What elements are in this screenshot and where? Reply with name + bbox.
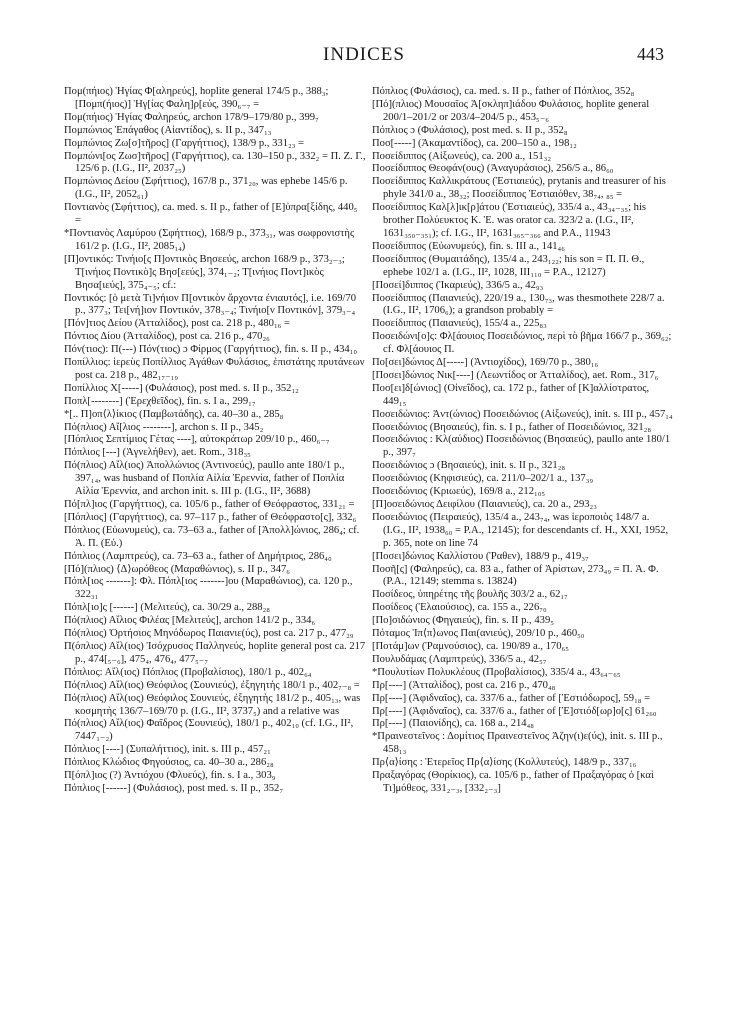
index-entry: [Π]οντικός: Τινήιο[ς Π]οντικὸς Βησεεύς, archon 168/9 p., 373₂₋₃; Τ[ινήιος Ποντικὸ]ς Βησ[εεύς], 374₁₋₂; Τ[ινήιος Ποντ]ικὸς Βησα[ιεύς], 375₄₋₅; cf.:	[64, 253, 345, 291]
index-entry: Π[όπλ]ιος (?) Ἀντιόχου (Φλυεύς), fin. s. I a., 303₉	[64, 770, 276, 782]
index-entry: Ποσείδιππος Καλλικράτους (Ἑστιαιεύς), prytanis and treasurer of his phyle 341/0 a., 38₃₂; Ποσείδιππος Ἑστιαιόθεν, 38₇₄, ₈₅ =	[372, 176, 666, 201]
index-entry: Πό[πλ]ιος (Γαργήττιος), ca. 105/6 p., father of Θεόφραστος, 331₂₁ =	[64, 499, 355, 510]
index-entry: *Πουλυτίων Πολυκλέους (Προβαλίσιος), 335/4 a., 43₆₄₋₆₅	[372, 666, 621, 678]
index-entry: [Π]οσειδώνιος Δειφίλου (Παιανιεύς), ca. 20 a., 293₂₃	[372, 499, 597, 510]
index-entry: Ποσειδώνιος (Κριωεύς), 169/8 a., 212₁₀₅	[372, 486, 546, 498]
index-entry: [Ποσεί]διππος (Ἰκαριεύς), 336/5 a., 42₉₃	[372, 279, 544, 291]
index-entry: Πομπώνι[ος Ζωσ]τῆρος] (Γαργήττιος), ca. 130–150 p., 332₂ = Π. Ζ. Γ., 125/6 p. (I.G., II², 2037₂₅)	[64, 150, 366, 175]
index-entry: Πό(πλιος) Αἴλ(ιος) Θεόφιλος Σουνιεύς, ἐξηγητὴς 181/2 p., 405₁₃, was κοσμητὴς 136/7–169/70 p. (I.G., II², 3737₅) and a relative was	[64, 692, 361, 717]
index-entry: Πο[σει]δώνιος Δ[-----] (Ἀντιοχίδος), 169/70 p., 380₁₆	[372, 357, 599, 369]
index-entry: [Πόπλιος Σεπτίμιος Γέτας ----], αὐτοκράτωρ 209/10 p., 460₆₋₇	[64, 434, 330, 446]
index-entry: Πόπλιος (Εὐωνυμεύς), ca. 73–63 a., father of [Ἀπολλ]ώνιος, 286₄; cf. Ἀ. Π. (Εὐ.)	[64, 524, 360, 549]
index-entry: [Πόν]τιος Δείου (Ἀτταλίδος), post ca. 218 p., 480₁₆ =	[64, 318, 290, 330]
index-entry: Ποσῆ[ς] (Φαληρεύς), ca. 83 a., father of Ἀρίστων, 273₄₉ = Π. Ἀ. Φ. (P.A., 12149; stemma s. 13824)	[372, 563, 659, 588]
index-entry: Πομπώνιος Ἐπάγαθος (Αἰαντίδος), s. II p., 347₁₃	[64, 124, 272, 136]
index-entry: Πόπλ[ιο]ς [------] (Μελιτεύς), ca. 30/29 a., 288₂₈	[64, 602, 270, 614]
index-entry: *Πραινεστεῖνος : Δομίτιος Πραινεστεῖνος Ἀζην(ι)ε(ύς), init. s. III p., 458₁₃	[372, 731, 663, 756]
index-entry: Πόν(τιος): Π(---) Πόν(τιος) ɔ Φίρμος (Γαργήττιος), fin. s. II p., 434₁₀	[64, 344, 358, 356]
index-entry: Πόπλιος: Αἴλ(ιος) Πόπλιος (Προβαλίσιος), 180/1 p., 402₆₄	[64, 666, 312, 678]
index-entry: [Ποσει]δώνιος Καλλίστου (Ῥαθεν), 188/9 p., 419₃₇	[372, 550, 589, 562]
index-entry: *[.. Π]οπ⟨λ⟩ίκιος (Παμβωτάδης), ca. 40–30 a., 285₈	[64, 408, 284, 420]
index-entry: Ποσειδώνιος: Ἀντ(ώνιος) Ποσειδώνιος (Αἰξωνεύς), init. s. III p., 457₁₄	[372, 408, 673, 420]
index-entry: Πόταμος Ἱπ⟨π⟩ωνος Παι(ανιεύς), 209/10 p., 460₅₀	[372, 628, 585, 640]
index-entry: [Ποτάμ]ων (Ῥαμνούσιος), ca. 190/89 a., 170₆₅	[372, 640, 569, 652]
index-entry: Π(όπλιος) Αἴλ(ιος) Ἰσόχρυσος Παλληνεύς, hoplite general post ca. 217 p., 474[₅₋₆], 475₄, 476₄, 477₅₋₇	[64, 640, 366, 665]
page-title: INDICES	[323, 44, 405, 65]
index-entry: Ποσείδιππος (Παιανιεύς), 220/19 a., 130₇₃, was thesmothete 228/7 a. (I.G., II², 1706₆); a grandson probably =	[372, 292, 665, 317]
index-entry: Πό(πλιος) Ὀρτήσιος Μηνόδωρος Παιανιε(ύς), post ca. 217 p., 477₂₉	[64, 628, 354, 640]
index-entry: [Πο]σιδώνιος (Φηγαιεύς), fin. s. II p., 439₅	[372, 615, 554, 627]
index-entry: Ποσείδιππος (Εὐωνυμεύς), fin. s. III a., 141₄₆	[372, 240, 565, 252]
index-entry: Ποσείδιππος Καλ[λ]ικ[ρ]άτου (Ἑστιαιεύς), 335/4 a., 43₃₄₋₃₅; his brother Πολύευκτος Κ. Ἑ. was orator ca. 323/2 a. (I.G., II², 1631₃₅₀₋₃₅₁); cf. I.G., II², 1631₃₆₅₋₃₆₆ and P.A., 11943	[372, 202, 647, 239]
index-entry: Πόπλιος [----] (Συπαλήττιος), init. s. III p., 457₂₁	[64, 744, 271, 756]
index-entry: Ποσειδώνι[ο]ς: Φλ[άουιος Ποσειδώνιος, περὶ τὸ βῆμα 166/7 p., 369₆₂; cf. Φλ[άουιος Π.	[372, 331, 672, 356]
index-entry: Πομπώνιος Δείου (Σφήττιος), 167/8 p., 371₂₀, was ephebe 145/6 p. (I.G., II², 2052₆₁)	[64, 176, 348, 201]
index-entry: Ποσείδιππος (Αἰξωνεύς), ca. 200 a., 151₃₂	[372, 150, 552, 162]
index-entry: Ποντικός: [ὁ μετὰ Τι]νήιον Π[οντικὸν ἄρχοντα ἐνιαυτός], i.e. 169/70 p., 377₃; Τει[νή]ιον Ποντικόν, 378₃₋₄; Τινήιο[ν Ποντικόν], 379₃₋₄	[64, 292, 357, 317]
index-entry: Πόπλιος (Φυλάσιος), ca. med. s. II p., father of Πόπλιος, 352₈	[372, 86, 635, 97]
index-entry: Πό(πλιος) Αἴλιος Φιλέας [Μελιτεύς], archon 141/2 p., 334₆	[64, 615, 316, 627]
index-entry: Ποσειδώνιος (Βησαιεύς), fin. s. I p., father of Ποσειδώνιος, 321₂₈	[372, 421, 652, 433]
index-entry: Πό(πλιος) Αἴλ(ιος) Θεόφιλος (Σουνιεύς), ἐξηγητὴς 180/1 p., 402₇₋₈ =	[64, 679, 360, 691]
index-entry: Πό(πλιος) Αἴλ(ιος) Ἀπολλώνιος (Ἀντινοεύς), paullo ante 180/1 p., 397₁₄, was husband of Ποπλία Αἰλία Ἐρεννία, father of Ποπλία Αἰλία Ἐρεννία, and archon init. s. III p. (I.G., II², 3688)	[64, 460, 345, 498]
index-entry: Ποπίλλιος Χ[-----] (Φυλάσιος), post med. s. II p., 352₁₂	[64, 382, 299, 394]
index-entry: Ποσείδιππος Θεοφάν(ους) (Ἀναγυράσιος), 256/5 a., 86₆₀	[372, 163, 614, 175]
index-entry: [Πό](πλιος) ⟨Δ⟩ωρόθεος (Μαραθώνιος), s. II p., 347₆	[64, 563, 290, 575]
index-entry: Πρ[----] (Ἀφιδναῖος), ca. 337/6 a., father of [Ἐ]στιόδ[ωρ]ο[ς] 61₂₆₀	[372, 705, 657, 717]
index-entry: Πρ[----] (Ἀτταλίδος), post ca. 216 p., 470₄₈	[372, 679, 556, 691]
index-entry: Πομπώνιος Ζω[σ]τῆρος] (Γαργήττιος), 138/9 p., 331₂₃ =	[64, 137, 305, 149]
index-entry: Ποσείδιππος (Θυμαιτάδης), 135/4 a., 243₁₂₂; his son = Π. Π. Θ., ephebe 102/1 a. (I.G., II², 1028, III₁₁₀ = P.A., 12127)	[372, 253, 645, 278]
index-entry: Πρ[----] (Ἀφιδναῖος), ca. 337/6 a., father of [Ἐστιόδωρος], 59₁₈ =	[372, 692, 651, 704]
index-entry: Πό(πλιος) Αἴλ(ιος) Φαῖδρος (Σουνιεύς), 180/1 p., 402₁₀ (cf. I.G., II², 7447₁₋₂)	[64, 718, 354, 743]
index-entry: Πομ(πήιος) Ἡγίας Φ[αληρεύς], hoplite general 174/5 p., 388₃; [Πομπ(ήιος)] Ἡγ[ίας Φαλη]ρ[εύς, 390₆₋₇ =	[64, 86, 329, 110]
page-number: 443	[637, 44, 664, 64]
index-entry: Πόπλιος ɔ (Φυλάσιος), post med. s. II p., 352₈	[372, 124, 568, 136]
index-entry: Πρ⟨α⟩ίσης : Ἐτερεῖος Πρ⟨α⟩ίσης (Κολλυτεύς), 148/9 p., 337₁₆	[372, 757, 637, 769]
index-entry: Ποσίδεος, ὑπηρέτης τῆς βουλῆς 303/2 a., 62₁₇	[372, 589, 568, 601]
index-entry: Πόπλιος Κλώδιος Φηγούσιος, ca. 40–30 a., 286₂₈	[64, 757, 274, 769]
index-entry: Πρ[----] (Παιονίδης), ca. 168 a., 214₄₈	[372, 718, 534, 730]
index-entry: Πουλυδάμας (Λαμπτρεύς), 336/5 a., 42₅₇	[372, 653, 547, 665]
page-header	[64, 44, 664, 72]
index-entry: Πό(πλιος) Αἴ[λιος --------], archon s. II p., 345₂	[64, 421, 264, 433]
index-entry: Ποπλ[--------] (Ἐρεχθεῖδος), fin. s. I a., 299₁₇	[64, 395, 256, 407]
index-entry: Ποντιανὸς (Σφήττιος), ca. med. s. II p., father of [Ε]ὐπρα[ξίδης, 440₅ =	[64, 202, 358, 227]
index-entry: Πόπλ[ιος -------]: Φλ. Πόπλ[ιος -------]ου (Μαραθώνιος), ca. 120 p., 322₃₁	[64, 576, 353, 601]
index-entry: Ποσίδεος (Ἐλαιούσιος), ca. 155 a., 226₇₀	[372, 602, 547, 614]
index-entry: Πόπλιος [------] (Φυλάσιος), post med. s. II p., 352₇	[64, 782, 284, 794]
left-column	[64, 86, 366, 1006]
index-entry: [Πό](πλιος) Μουσαῖος Ἀ[σκληπ]ιάδου Φυλάσιος, hoplite general 200/1–201/2 or 203/4–204/5 p., 453₅₋₆	[372, 98, 650, 123]
index-entry: Ποσειδώνιος (Κηφισιεύς), ca. 211/0–202/1 a., 137₃₉	[372, 473, 594, 485]
index-entry: Ποσειδώνιος (Πειραιεύς), 135/4 a., 243₇₄, was ἱεροποιὸς 148/7 a. (I.G., II², 1938₆₀ = P.A., 12145); for descendants cf. H., XXI, 1952, p. 365, note on line 74	[372, 511, 669, 549]
index-entry: Πραξαγόρας (Θορίκιος), ca. 105/6 p., father of Πραξαγόρας ὁ [καὶ Τι]μόθεος, 331₂₋₃, [332₂₋₃]	[372, 770, 654, 794]
index-entry: Πομ(πήιος) Ἡγίας Φαληρεύς, archon 178/9–179/80 p., 399₇	[64, 111, 319, 123]
index-entry: *Ποντιανὸς Λαμύρου (Σφήττιος), 168/9 p., 373₃₁, was σωφρονιστὴς 161/2 p. (I.G., II², 2085₁₄)	[64, 227, 355, 252]
index-entry: Πόπλιος [---] (Ἀγνελήθεν), aet. Rom., 318₃₅	[64, 447, 251, 459]
index-entry: Πόντιος Δίου (Ἀτταλίδος), post ca. 216 p., 470₂₆	[64, 331, 270, 343]
index-entry: Ποσ[-----] (Ἀκαμαντίδος), ca. 200–150 a., 198₁₂	[372, 137, 577, 149]
index-entry: [Ποσει]δώνιος Νικ[----] (Λεωντίδος or Ἀτταλίδος), aet. Rom., 317₆	[372, 369, 659, 381]
right-column	[372, 86, 674, 1006]
index-entry: Ποπίλλιος: ἱερεὺς Ποπίλλιος Ἀγάθων Φυλάσιος, ἐπιστάτης πρυτάνεων post ca. 218 p., 482₁₇₋₁₉	[64, 357, 365, 381]
index-entry: [Πόπλιος] (Γαργήττιος), ca. 97–117 p., father of Θεόφραστο[ς], 332₆	[64, 511, 357, 523]
index-entry: Πόπλιος (Λαμπτρεύς), ca. 73–63 a., father of Δημήτριος, 286₄₀	[64, 550, 332, 562]
index-entry: Ποσειδώνιος ɔ (Βησαιεύς), init. s. II p., 321₂₈	[372, 460, 566, 472]
index-entry: Ποσειδώνιος : Κλ(αύδιος) Ποσειδώνιος (Βησαιεύς), paullo ante 180/1 p., 397₇	[372, 434, 671, 459]
index-entry: Ποσείδιππος (Παιανιεύς), 155/4 a., 225₈₃	[372, 318, 547, 330]
index-entry: Ποσ[ει]δ[ώνιος] (Οἰνεΐδος), ca. 172 p., father of [Κ]αλλίστρατος, 449₁₅	[372, 382, 650, 407]
